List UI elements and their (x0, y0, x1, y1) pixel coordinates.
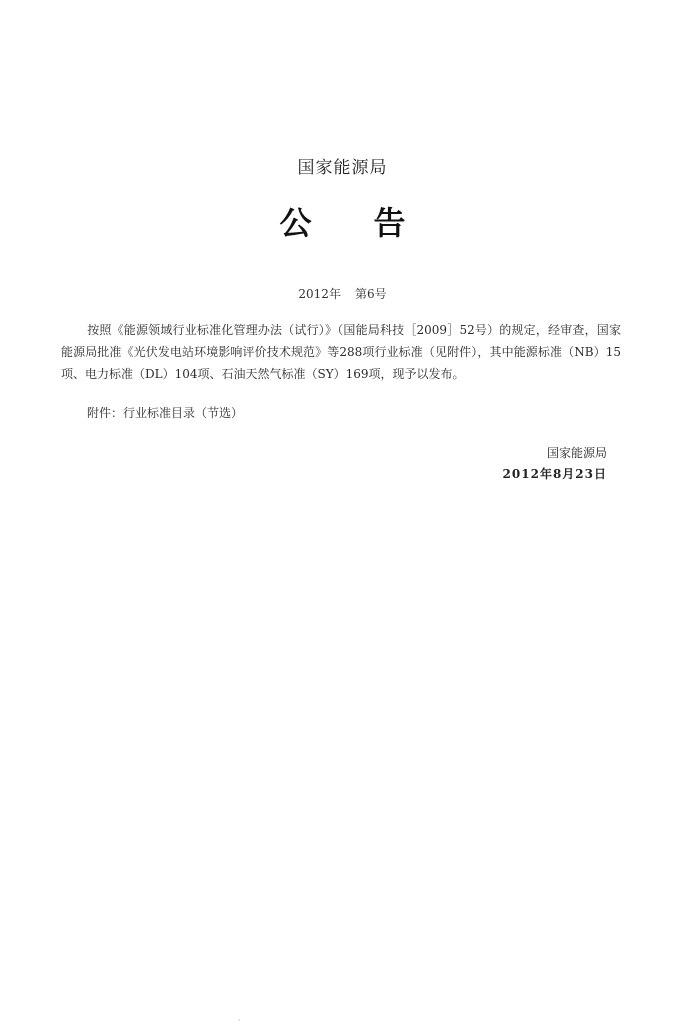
notice-title-char-1: 公 (279, 204, 312, 242)
footer-mark: · (238, 1016, 241, 1025)
notice-title-char-2: 告 (373, 204, 406, 242)
notice-title (0, 198, 685, 244)
document-issue-number: 第6号 (354, 287, 387, 301)
signature-date: 2012年8月23日 (502, 467, 607, 481)
notice-body-text: 按照《能源领域行业标准化管理办法（试行）》（国能局科技［2009］52号）的规定，经审查，国家能源局批准《光伏发电站环境影响评价技术规范》等288项行业标准（见附件），其中能源标准（NB）15项、电力标准（DL）104项、石油天然气标准（SY）169项，现予以发布。 (61, 323, 621, 381)
notice-body (61, 319, 621, 385)
attachment-line: 附件：行业标准目录（节选） (87, 406, 244, 420)
signature-block (503, 443, 607, 485)
signature-issuer: 国家能源局 (546, 446, 607, 460)
agency-title: 国家能源局 (297, 158, 388, 178)
document-year: 2012年 (298, 287, 341, 301)
document-number (0, 285, 685, 302)
